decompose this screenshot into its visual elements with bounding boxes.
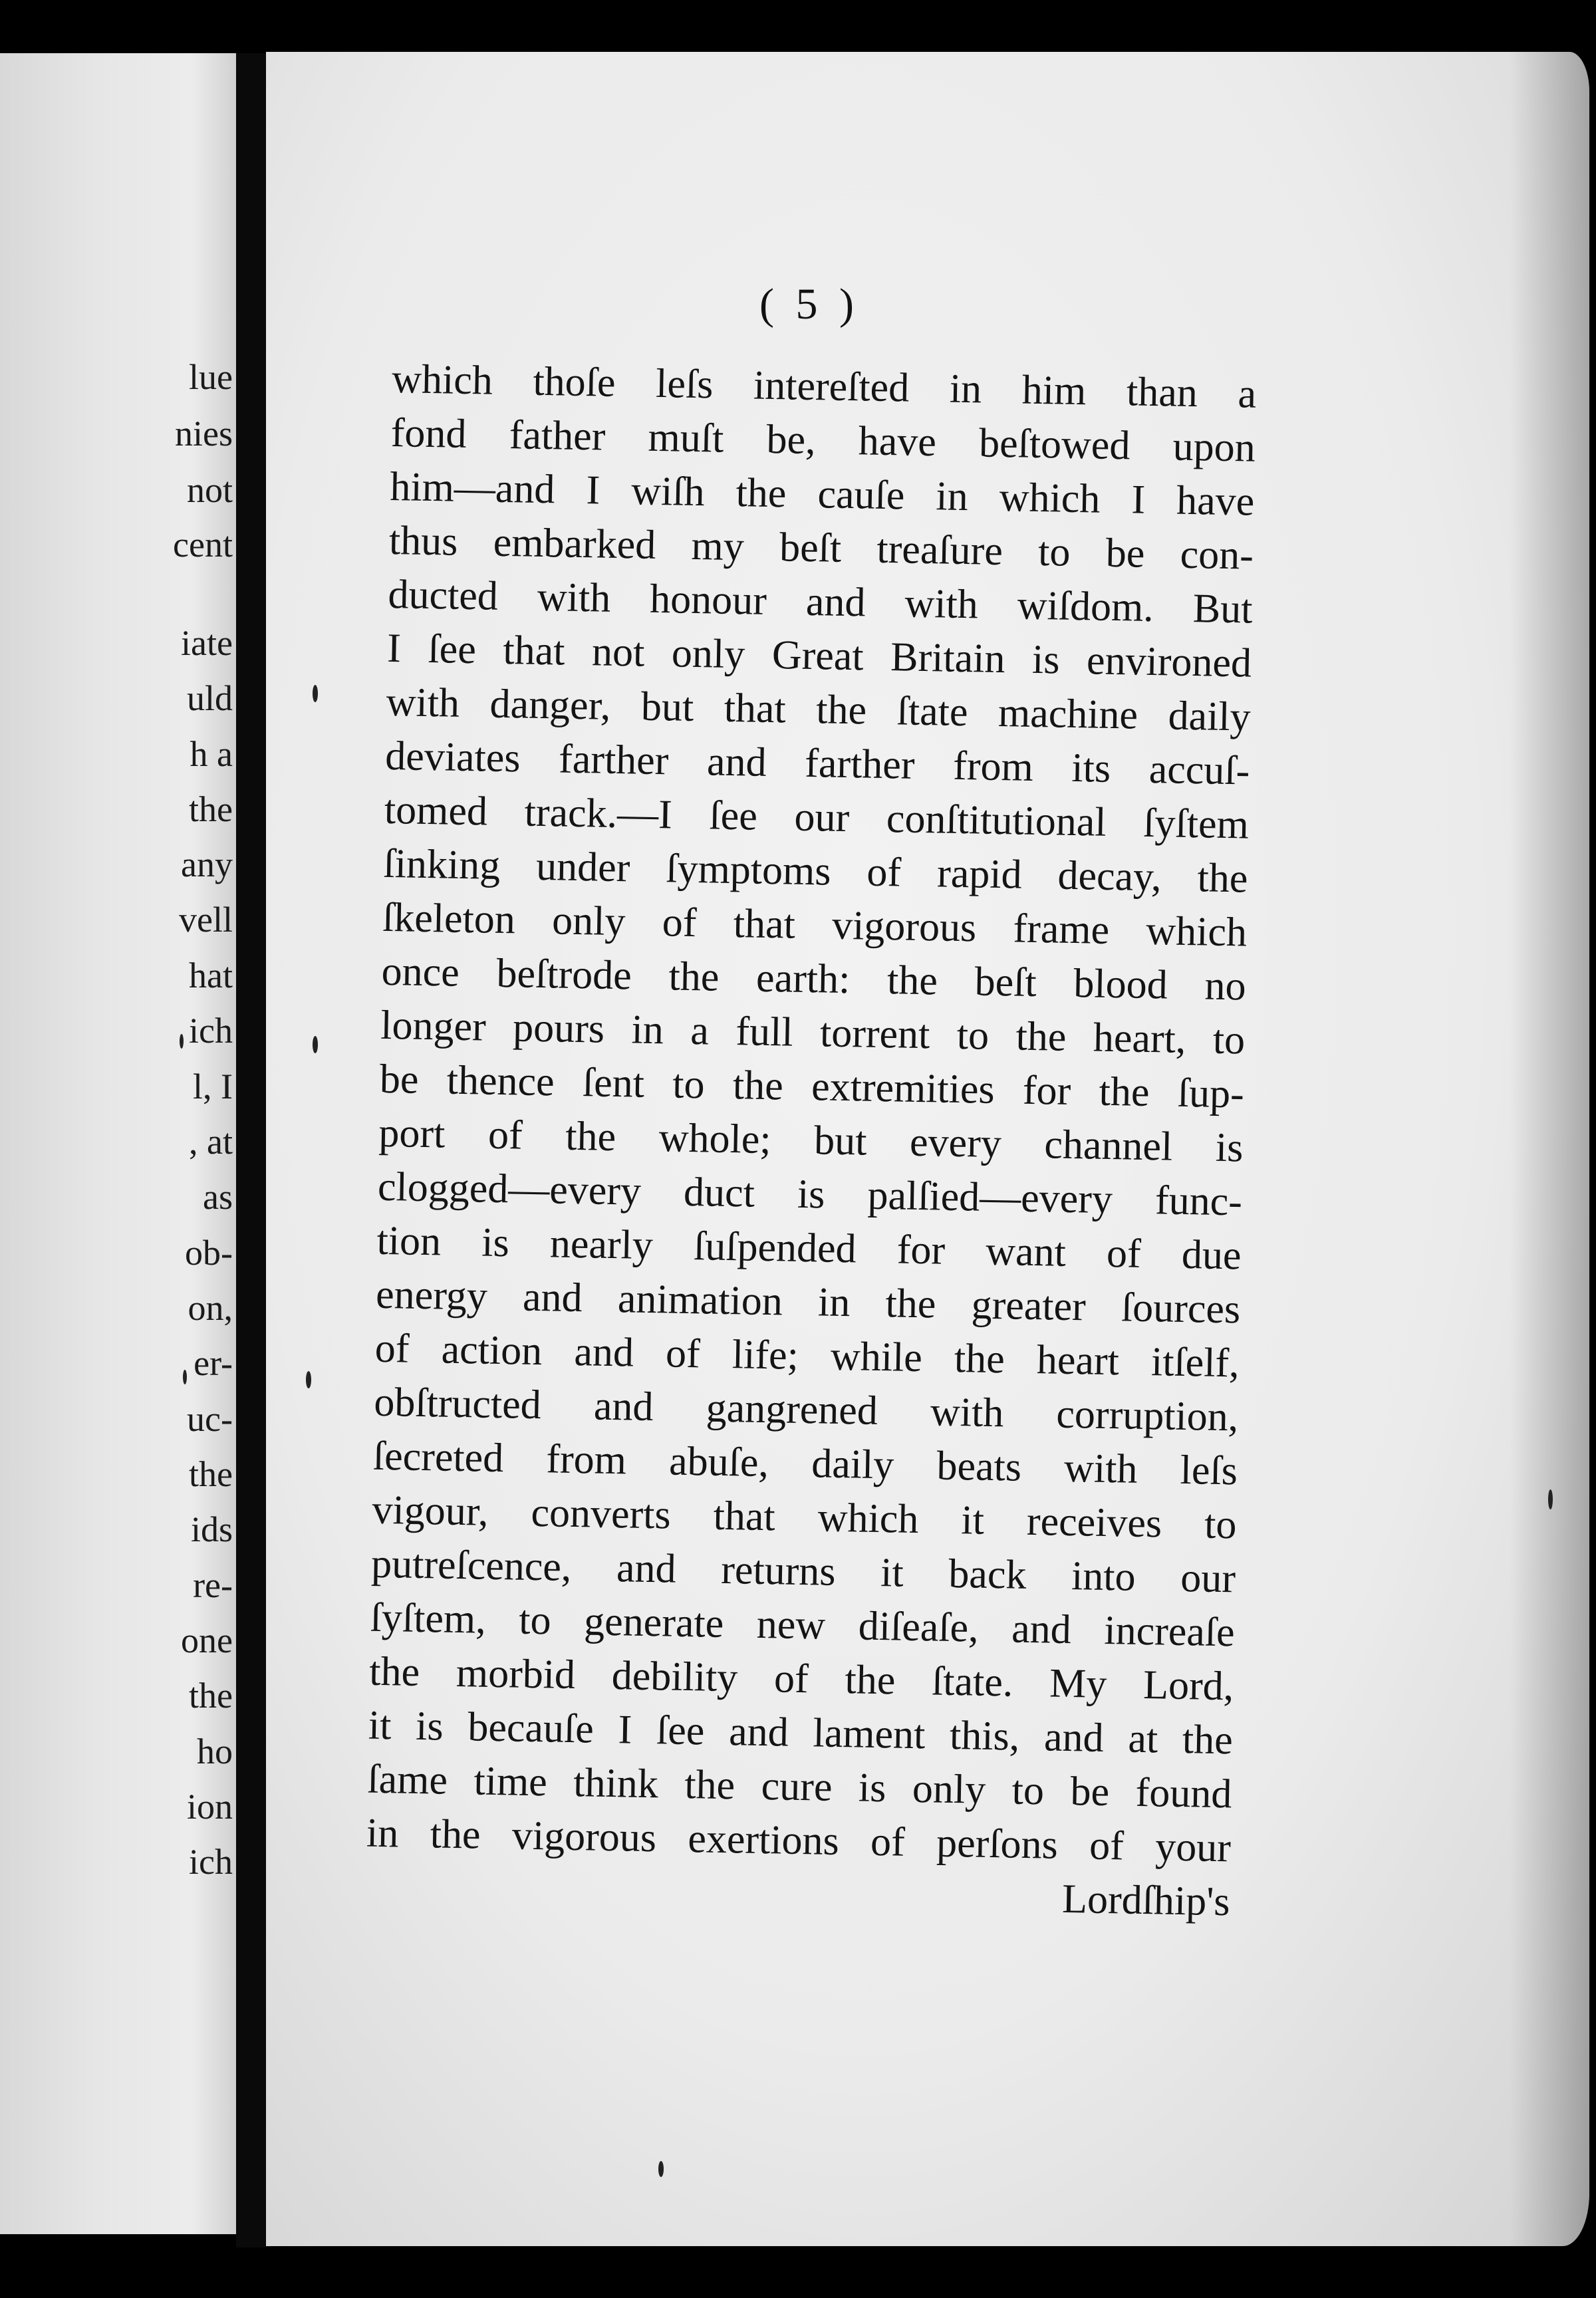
text-line: which thoſe leſs intereſted in him than a xyxy=(391,356,1257,417)
left-page-fragment: the xyxy=(189,1676,233,1716)
text-line: tomed track.—I ſee our conſtitutional ſyſtem xyxy=(384,787,1250,848)
text-line: obſtructed and gangrened with corruption, xyxy=(373,1379,1239,1440)
text-line: longer pours in a full torrent to the heart, to xyxy=(380,1002,1246,1063)
text-line: thus embarked my beſt treaſure to be con- xyxy=(388,517,1254,578)
page-number: ( 5 ) xyxy=(759,280,859,328)
text-line: putreſcence, and returns it back into our xyxy=(370,1541,1236,1602)
left-page-fragment: one xyxy=(181,1620,233,1660)
text-line: ducted with honour and with wiſdom. But xyxy=(388,571,1254,632)
left-page-fragment: on, xyxy=(188,1288,233,1328)
left-page-fragment: the xyxy=(189,789,233,829)
left-page-fragment: re- xyxy=(193,1565,233,1605)
ink-speck xyxy=(658,2161,664,2177)
left-page-fragment: nies xyxy=(175,414,233,453)
text-line: ſyſtem, to generate new diſeaſe, and increaſe xyxy=(370,1595,1236,1656)
text-line: ſecreted from abuſe, daily beats with leſs xyxy=(372,1433,1238,1494)
text-line: vigour, converts that which it receives to xyxy=(372,1487,1238,1548)
left-page-fragment: lue xyxy=(189,357,233,397)
text-line: once beſtrode the earth: the beſt blood no xyxy=(381,948,1247,1009)
left-page-fragment: ich xyxy=(189,1842,233,1882)
ink-speck xyxy=(183,1370,187,1384)
text-line: energy and animation in the greater ſources xyxy=(375,1271,1241,1333)
left-page-fragment: not xyxy=(186,470,233,510)
left-page-fragment: hat xyxy=(189,956,233,995)
left-page-fragment: ho xyxy=(197,1731,233,1771)
left-page-fragment: , at xyxy=(189,1122,233,1162)
left-page-fragment: ob- xyxy=(185,1233,233,1273)
ink-speck xyxy=(313,685,318,702)
left-page-fragment: h a xyxy=(190,734,233,774)
left-page-fragment: ion xyxy=(186,1787,233,1827)
text-line: port of the whole; but every channel is xyxy=(378,1110,1244,1171)
left-facing-page xyxy=(0,53,239,2234)
text-line: ſame time think the cure is only to be found xyxy=(366,1756,1232,1817)
left-page-fragment: as xyxy=(203,1177,233,1217)
text-line: the morbid debility of the ſtate. My Lord, xyxy=(368,1648,1234,1710)
left-page-fragment: the xyxy=(189,1454,233,1494)
left-page-fragment: uc- xyxy=(187,1399,233,1439)
text-line: in the vigorous exertions of perſons of your xyxy=(366,1810,1232,1871)
text-line: deviates farther and farther from its accuſ- xyxy=(384,733,1250,794)
text-line: clogged—every duct is palſied—every func- xyxy=(377,1164,1243,1225)
left-page-fragment: vell xyxy=(179,900,233,940)
ink-speck xyxy=(1548,1489,1553,1509)
text-line: ſkeleton only of that vigorous frame which xyxy=(382,894,1248,956)
text-line: fond father muſt be, have beſtowed upon xyxy=(390,410,1256,471)
left-page-fragment: ich xyxy=(189,1011,233,1051)
text-line: be thence ſent to the extremities for the ſup- xyxy=(379,1056,1245,1117)
left-page-fragment: uld xyxy=(186,678,233,718)
text-line: with danger, but that the ſtate machine daily xyxy=(386,679,1252,740)
left-page-fragment: er- xyxy=(194,1343,233,1383)
text-line: it is becauſe I ſee and lament this, and at the xyxy=(368,1702,1234,1763)
left-page-fragment: l, I xyxy=(193,1067,233,1106)
text-line: tion is nearly ſuſpended for want of due xyxy=(376,1217,1242,1279)
ink-speck xyxy=(313,1036,318,1053)
ink-speck xyxy=(180,1034,184,1049)
text-line: of action and of life; while the heart itſelf, xyxy=(374,1325,1240,1386)
text-line: him—and I wiſh the cauſe in which I have xyxy=(389,463,1255,525)
catchword: Lordſhip's xyxy=(1061,1876,1231,1925)
left-page-fragment: ids xyxy=(190,1509,233,1549)
left-page-fragment: any xyxy=(181,844,233,884)
left-page-fragment: cent xyxy=(173,525,233,565)
ink-speck xyxy=(306,1371,311,1388)
body-text xyxy=(365,352,1257,1929)
text-line: ſinking under ſymptoms of rapid decay, the xyxy=(382,840,1248,902)
text-line: I ſee that not only Great Britain is environed xyxy=(386,625,1252,686)
left-page-fragment: iate xyxy=(181,623,233,663)
